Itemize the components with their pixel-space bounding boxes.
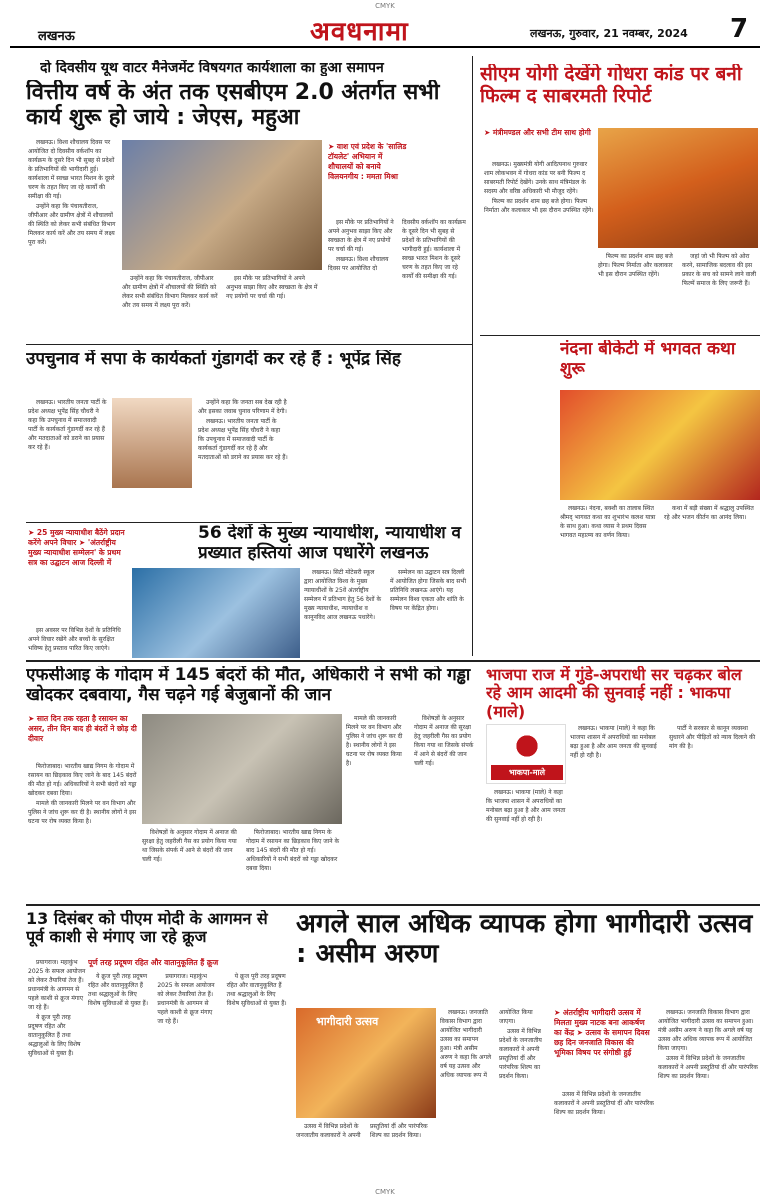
- section-rule: [26, 660, 760, 662]
- section-rule: [26, 522, 292, 523]
- s9-body-col3: लखनऊ। जनजाति विकास विभाग द्वारा आयोजित भागीदारी उत्सव का समापन हुआ। मंत्री असीम अरुण ने कहा कि अगले वर्ष यह उत्सव और अधिक व्यापक रूप में आयोजित किया जाएगा। उत्सव में विभिन्न प्रदेशों के जनजातीय कलाकारों ने अपनी प्रस्तुतियां दीं और पारंपरिक शिल्प का प्रदर्शन किया।: [658, 1009, 758, 1080]
- print-registration-mark-footer: CMYK: [375, 1188, 395, 1196]
- s6-headline: एफसीआइ के गोदाम में 145 बंदरों की मौत, अधिकारी ने सभी को गड्ढा खोदकर दबवाया, गैस चढ़ने गई बेजुबानों की जान: [26, 666, 471, 705]
- s1-body-col3: इस मौके पर प्रतिभागियों ने अपने अनुभव साझा किए और स्वच्छता के क्षेत्र में नए प्रयोगों पर चर्चा की गई। लखनऊ। विश्व शौचालय दिवस पर आयोजित दो दिवसीय वर्कशॉप का कार्यक्रम के दूसरे दिन भी सुबह से प्रदेशों के प्रतिभागियों की भागीदारी हुई। कार्यशाला में स्वच्छ भारत मिशन के दूसरे चरण के तहत किए जा रहे कार्यों की समीक्षा की गई।: [328, 219, 466, 280]
- s9-body-col2: उत्सव में विभिन्न प्रदेशों के जनजातीय कलाकारों ने अपनी प्रस्तुतियां दीं और पारंपरिक शिल्प का प्रदर्शन किया।: [554, 1091, 654, 1116]
- s9-bullet: ➤ अंतर्राष्ट्रीय भागीदारी उत्सव में मिलता मुख्य नाटक बना आकर्षण का केंद्र ➤ उत्सव के समापन दिवस छह दिन जनजाति विकास की भूमिका विषय पर संगोष्ठी हुई: [554, 1008, 650, 1057]
- s5-headline: नंदना बीकेटी में भगवत कथा शुरू: [560, 340, 736, 379]
- s9-photo-banner: भागीदारी उत्सव: [316, 1015, 379, 1028]
- s2-bullet: ➤ मंत्रीमण्डल और सभी टीम साथ होगी: [484, 128, 591, 137]
- s1-body-col1: लखनऊ। विश्व शौचालय दिवस पर आयोजित दो दिवसीय वर्कशॉप का कार्यक्रम के दूसरे दिन भी सुबह से प्रदेशों के प्रतिभागियों की भागीदारी हुई। कार्यशाला में स्वच्छ भारत मिशन के दूसरे चरण के तहत किए जा रहे कार्यों की समीक्षा की गई। उन्होंने कहा कि पंचायतीराज, जीपीआर और ग्रामीण क्षेत्रों में शौचालयों की स्थिति को लेकर सभी संबंधित विभाग मिलकर कार्य करें और तय समय में लक्ष्य पूरा करें।: [28, 139, 116, 246]
- s1-photo: [122, 140, 322, 270]
- s8-headline: 13 दिसंबर को पीएम मोदी के आगमन से पूर्व काशी से मंगाए जा रहे क्रूज: [26, 910, 268, 947]
- s7-body-col2: लखनऊ। भाकपा (माले) ने कहा कि भाजपा शासन में अपराधियों का मनोबल बढ़ा हुआ है और आम जनता की सुनवाई नहीं हो रही है। पार्टी ने सरकार से कानून व्यवस्था सुधारने और पीड़ितों को न्याय दिलाने की मांग की है।: [570, 725, 756, 759]
- s7-body-col1: लखनऊ। भाकपा (माले) ने कहा कि भाजपा शासन में अपराधियों का मनोबल बढ़ा हुआ है और आम जनता की सुनवाई नहीं हो रही है।: [486, 789, 566, 823]
- section-rule: [26, 904, 760, 906]
- s4-body-col2: इस अवसर पर विभिन्न देशों के प्रतिनिधि अपने विचार रखेंगे और बच्चों के सुरक्षित भविष्य हेतु प्रस्ताव पारित किए जाएंगे।: [28, 627, 121, 652]
- s1-bullet: ➤ वाश एवं प्रदेश के 'सालिड टॉयलेट' अभियान में शौचालयों को बनाये विलयनगीय : ममता मिश्रा: [328, 142, 407, 181]
- section-rule: [480, 335, 760, 336]
- s3-body-col2: उन्होंने कहा कि जनता सब देख रही है और इसका जवाब चुनाव परिणाम में देगी। लखनऊ। भारतीय जनता पार्टी के प्रदेश अध्यक्ष भूपेंद्र सिंह चौधरी ने कहा कि उपचुनाव में समाजवादी पार्टी के कार्यकर्ता गुंडागर्दी कर रहे हैं और मतदाताओं को डराने का प्रयास कर रहे हैं।: [198, 399, 288, 461]
- s7-headline: भाजपा राज में गुंडे-अपराधी सर चढ़कर बोल रहे आम आदमी की सुनवाई नहीं : भाकपा (माले): [486, 666, 742, 721]
- s7-party-logo: [486, 724, 566, 784]
- s1-headline: वित्तीय वर्ष के अंत तक एसबीएम 2.0 अंतर्गत सभी कार्य शुरू हो जाये : जेएस, महुआ: [26, 80, 440, 131]
- s8-body-col2: ये क्रूज पूरी तरह प्रदूषण रहित और वातानुकूलित हैं तथा श्रद्धालुओं के लिए विशेष सुविधाओं से युक्त हैं। प्रयागराज। महाकुंभ 2025 के सफल आयोजन को लेकर तैयारियां तेज हैं। प्रधानमंत्री के आगमन से पहले काशी से क्रूज मंगाए जा रहे हैं। ये क्रूज पूरी तरह प्रदूषण रहित और वातानुकूलित हैं तथा श्रद्धालुओं के लिए विशेष सुविधाओं से युक्त हैं।: [88, 973, 287, 1025]
- s2-headline: सीएम योगी देखेंगे गोधरा कांड पर बनी फिल्म द साबरमती रिपोर्ट: [480, 64, 742, 107]
- edition-city: लखनऊ: [38, 29, 75, 44]
- s4-headline: 56 देशों के मुख्य न्यायाधीश, न्यायाधीश व प्रख्यात हस्तियां आज पधारेंगे लखनऊ: [198, 524, 462, 563]
- page-number: 7: [730, 14, 749, 44]
- s3-headline: उपचुनाव में सपा के कार्यकर्ता गुंडागर्दी कर रहे हैं : भूपेंद्र सिंह: [26, 350, 401, 369]
- s2-body-col1: लखनऊ। मुख्यमंत्री योगी आदित्यनाथ गुरुवार शाम लोकभवन में गोधरा कांड पर बनी फिल्म द साबरमती रिपोर्ट देखेंगे। उनके साथ मंत्रिमंडल के सदस्य और वरिष्ठ अधिकारी भी मौजूद रहेंगे। फिल्म का प्रदर्शन शाम छह बजे होगा। फिल्म निर्माता और कलाकार भी इस दौरान उपस्थित रहेंगे।: [484, 161, 594, 214]
- masthead: [10, 12, 760, 48]
- s9-headline: अगले साल अधिक व्यापक होगा भागीदारी उत्सव : असीम अरुण: [296, 910, 753, 969]
- section-rule: [26, 344, 472, 345]
- s6-body-col1: फिरोजाबाद। भारतीय खाद्य निगम के गोदाम में रसायन का छिड़काव किए जाने के बाद 145 बंदरों की मौत हो गई। अधिकारियों ने सभी बंदरों को गड्ढा खोदकर दबवा दिया। मामले की जानकारी मिलने पर वन विभाग और पुलिस ने जांच शुरू कर दी है। स्थानीय लोगों ने इस घटना पर रोष व्यक्त किया है।: [28, 763, 137, 825]
- s8-body-col1: प्रयागराज। महाकुंभ 2025 के सफल आयोजन को लेकर तैयारियां तेज हैं। प्रधानमंत्री के आगमन से पहले काशी से क्रूज मंगाए जा रहे हैं। ये क्रूज पूरी तरह प्रदूषण रहित और वातानुकूलित हैं तथा श्रद्धालुओं के लिए विशेष सुविधाओं से युक्त हैं।: [28, 959, 86, 1057]
- s8-bullet: पूर्ण तरह प्रदूषण रहित और वातानुकूलित हैं क्रूज: [88, 958, 219, 967]
- s2-body-col2: फिल्म का प्रदर्शन शाम छह बजे होगा। फिल्म निर्माता और कलाकार भी इस दौरान उपस्थित रहेंगे। जहां जो भी फिल्म को ओरा करने, सामाजिक बदलाव की इस प्रकार के सच को सामने लाने वाली फिल्में समाज के लिए जरूरी हैं।: [598, 253, 757, 287]
- s4-body-col1: लखनऊ। सिटी मोंटेसरी स्कूल द्वारा आयोजित विश्व के मुख्य न्यायाधीशों के 25वें अंतर्राष्ट्रीय सम्मेलन में प्रतिभाग हेतु 56 देशों के मुख्य न्यायाधीश, न्यायाधीश व कानूनविद आज लखनऊ पधारेंगे। सम्मेलन का उद्घाटन सत्र दिल्ली में आयोजित होगा जिसके बाद सभी प्रतिनिधि लखनऊ आएंगे। यह सम्मेलन विश्व एकता और शांति के विषय पर केंद्रित होगा।: [304, 569, 467, 621]
- s6-body-col2: विशेषज्ञों के अनुसार गोदाम में अनाज की सुरक्षा हेतु जहरीली गैस का प्रयोग किया गया था जिसके संपर्क में आने से बंदरों की जान चली गई। फिरोजाबाद। भारतीय खाद्य निगम के गोदाम में रसायन का छिड़काव किए जाने के बाद 145 बंदरों की मौत हो गई। अधिकारियों ने सभी बंदरों को गड्ढा खोदकर दबवा दिया।: [142, 829, 340, 872]
- s9-body-col4: उत्सव में विभिन्न प्रदेशों के जनजातीय कलाकारों ने अपनी प्रस्तुतियां दीं और पारंपरिक शिल्प का प्रदर्शन किया।: [296, 1123, 428, 1139]
- s1-kicker: दो दिवसीय यूथ वाटर मैनेजमेंट विषयगत कार्यशाला का हुआ समापन: [40, 60, 384, 76]
- s2-photo: [598, 128, 758, 248]
- s5-photo: [560, 390, 760, 500]
- s6-bullet: ➤ सात दिन तक रहता है रसायन का असर, तीन दिन बाद ही बंदरों ने छोड़ दी दीवार: [28, 714, 137, 743]
- s6-photo: [142, 714, 342, 824]
- s6-body-col3: मामले की जानकारी मिलने पर वन विभाग और पुलिस ने जांच शुरू कर दी है। स्थानीय लोगों ने इस घटना पर रोष व्यक्त किया है। विशेषज्ञों के अनुसार गोदाम में अनाज की सुरक्षा हेतु जहरीली गैस का प्रयोग किया गया था जिसके संपर्क में आने से बंदरों की जान चली गई।: [346, 715, 474, 767]
- s9-photo: [296, 1008, 436, 1118]
- s3-photo: [112, 398, 192, 488]
- s1-body-col2: उन्होंने कहा कि पंचायतीराज, जीपीआर और ग्रामीण क्षेत्रों में शौचालयों की स्थिति को लेकर सभी संबंधित विभाग मिलकर कार्य करें और तय समय में लक्ष्य पूरा करें। इस मौके पर प्रतिभागियों ने अपने अनुभव साझा किए और स्वच्छता के क्षेत्र में नए प्रयोगों पर चर्चा की गई।: [122, 275, 318, 309]
- edition-date: लखनऊ, गुरुवार, 21 नवम्बर, 2024: [530, 27, 688, 40]
- column-rule: [472, 56, 473, 656]
- s5-body: लखनऊ। नंदना, बक्शी का तालाब स्थित श्रीमद् भागवत कथा का शुभारंभ कलश यात्रा के साथ हुआ। कथा व्यास ने प्रथम दिवस भागवत महात्म्य का वर्णन किया। कथा में बड़ी संख्या में श्रद्धालु उपस्थित रहे और भजन कीर्तन का आनंद लिया।: [560, 505, 754, 539]
- newspaper-logo: अवधनामा: [310, 17, 409, 47]
- s9-body-col1: लखनऊ। जनजाति विकास विभाग द्वारा आयोजित भागीदारी उत्सव का समापन हुआ। मंत्री असीम अरुण ने कहा कि अगले वर्ष यह उत्सव और अधिक व्यापक रूप में आयोजित किया जाएगा। उत्सव में विभिन्न प्रदेशों के जनजातीय कलाकारों ने अपनी प्रस्तुतियां दीं और पारंपरिक शिल्प का प्रदर्शन किया।: [440, 1009, 542, 1080]
- s7-badge: भाकपा-माले: [491, 765, 563, 780]
- s3-body-col1: लखनऊ। भारतीय जनता पार्टी के प्रदेश अध्यक्ष भूपेंद्र सिंह चौधरी ने कहा कि उपचुनाव में समाजवादी पार्टी के कार्यकर्ता गुंडागर्दी कर रहे हैं और मतदाताओं को डराने का प्रयास कर रहे हैं।: [28, 399, 107, 451]
- s4-bullet: ➤ 25 मुख्य न्यायाधीश बैठेंगे प्रदान करेंगे अपने विचार ➤ 'अंतर्राष्ट्रीय मुख्य न्यायाधीश सम्मेलन' के प्रथम सत्र का उद्घाटन आज दिल्ली में: [28, 528, 125, 567]
- print-registration-mark: CMYK: [375, 2, 395, 10]
- s4-photo: [132, 568, 300, 658]
- flag-icon: [509, 731, 545, 761]
